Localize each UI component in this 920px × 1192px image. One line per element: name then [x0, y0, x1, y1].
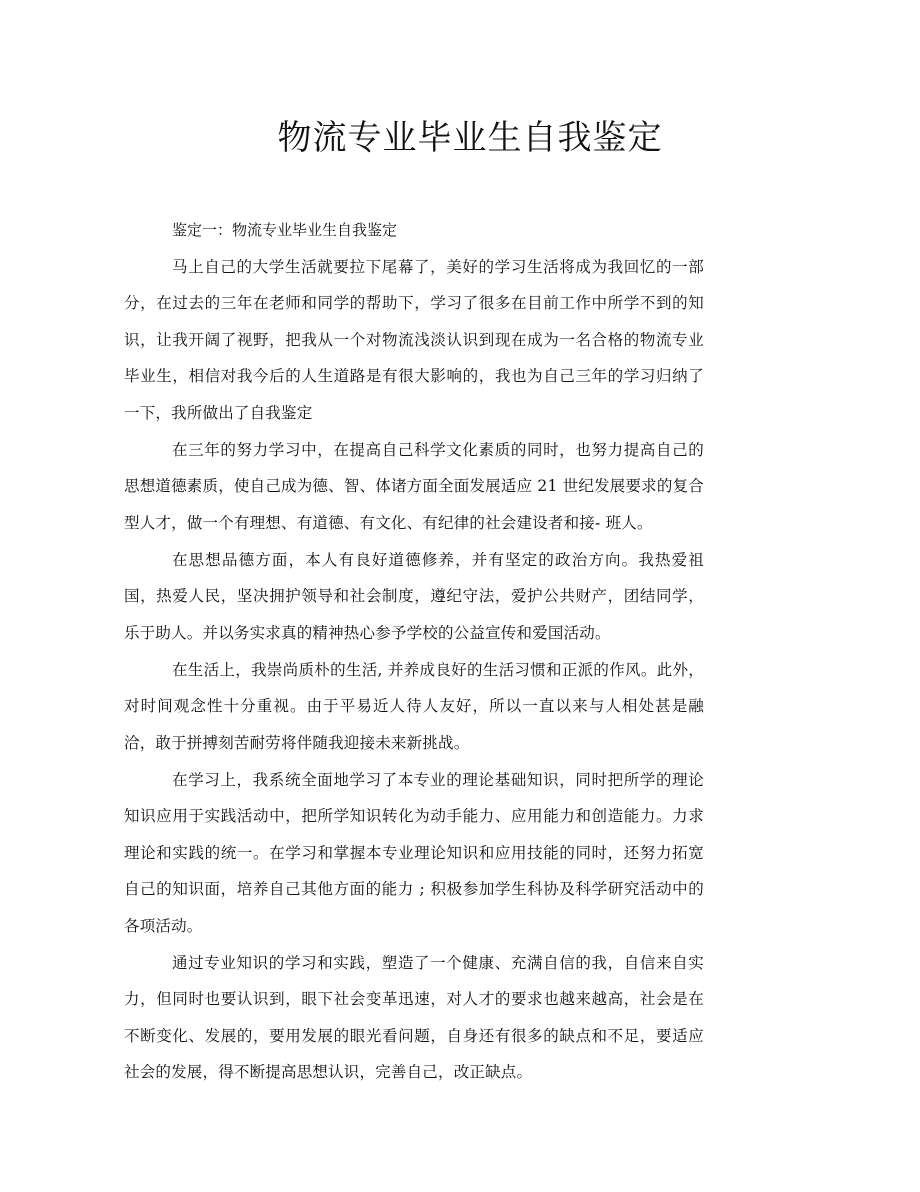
paragraph-morality: 在思想品德方面，本人有良好道德修养，并有坚定的政治方向。我热爱祖国，热爱人民，坚决拥护领导和社会制度，遵纪守法，爱护公共财产，团结同学，乐于助人。并以务实求真的精神热心参予学校的公益宣传和爱国活动。	[124, 550, 704, 642]
document-body	[124, 212, 704, 1091]
section-subtitle: 鉴定一：物流专业毕业生自我鉴定	[172, 221, 398, 239]
paragraph-life: 在生活上，我崇尚质朴的生活, 并养成良好的生活习惯和正派的作风。此外，对时间观念性十分重视。由于平易近人待人友好，所以一直以来与人相处甚是融洽，敢于拼搏刻苦耐劳将伴随我迎接未来新挑战。	[124, 660, 704, 752]
paragraph-learning: 在学习上，我系统全面地学习了本专业的理论基础知识，同时把所学的理论知识应用于实践活动中，把所学知识转化为动手能力、应用能力和创造能力。力求理论和实践的统一。在学习和掌握本专业理论知识和应用技能的同时，还努力拓宽自己的知识面，培养自己其他方面的能力 ; 积极参加学生科协及科学研究活动中的各项活动。	[124, 770, 704, 935]
document-title: 物流专业毕业生自我鉴定	[277, 118, 663, 158]
paragraph-study-effort: 在三年的努力学习中，在提高自己科学文化素质的同时，也努力提高自己的思想道德素质，使自己成为德、智、体诸方面全面发展适应 21 世纪发展要求的复合型人才，做一个有理想、有道德、有文化、有纪律的社会建设者和接- 班人。	[124, 440, 704, 532]
paragraph-conclusion: 通过专业知识的学习和实践，塑造了一个健康、充满自信的我，自信来自实力，但同时也要认识到，眼下社会变革迅速，对人才的要求也越来越高，社会是在不断变化、发展的，要用发展的眼光看问题，自身还有很多的缺点和不足，要适应社会的发展，得不断提高思想认识，完善自己，改正缺点。	[124, 953, 704, 1081]
paragraph-intro: 马上自己的大学生活就要拉下尾幕了，美好的学习生活将成为我回忆的一部分，在过去的三年在老师和同学的帮助下，学习了很多在目前工作中所学不到的知识，让我开阔了视野，把我从一个对物流浅淡认识到现在成为一名合格的物流专业毕业生，相信对我今后的人生道路是有很大影响的，我也为自己三年的学习归纳了一下，我所做出了自我鉴定	[124, 257, 704, 422]
